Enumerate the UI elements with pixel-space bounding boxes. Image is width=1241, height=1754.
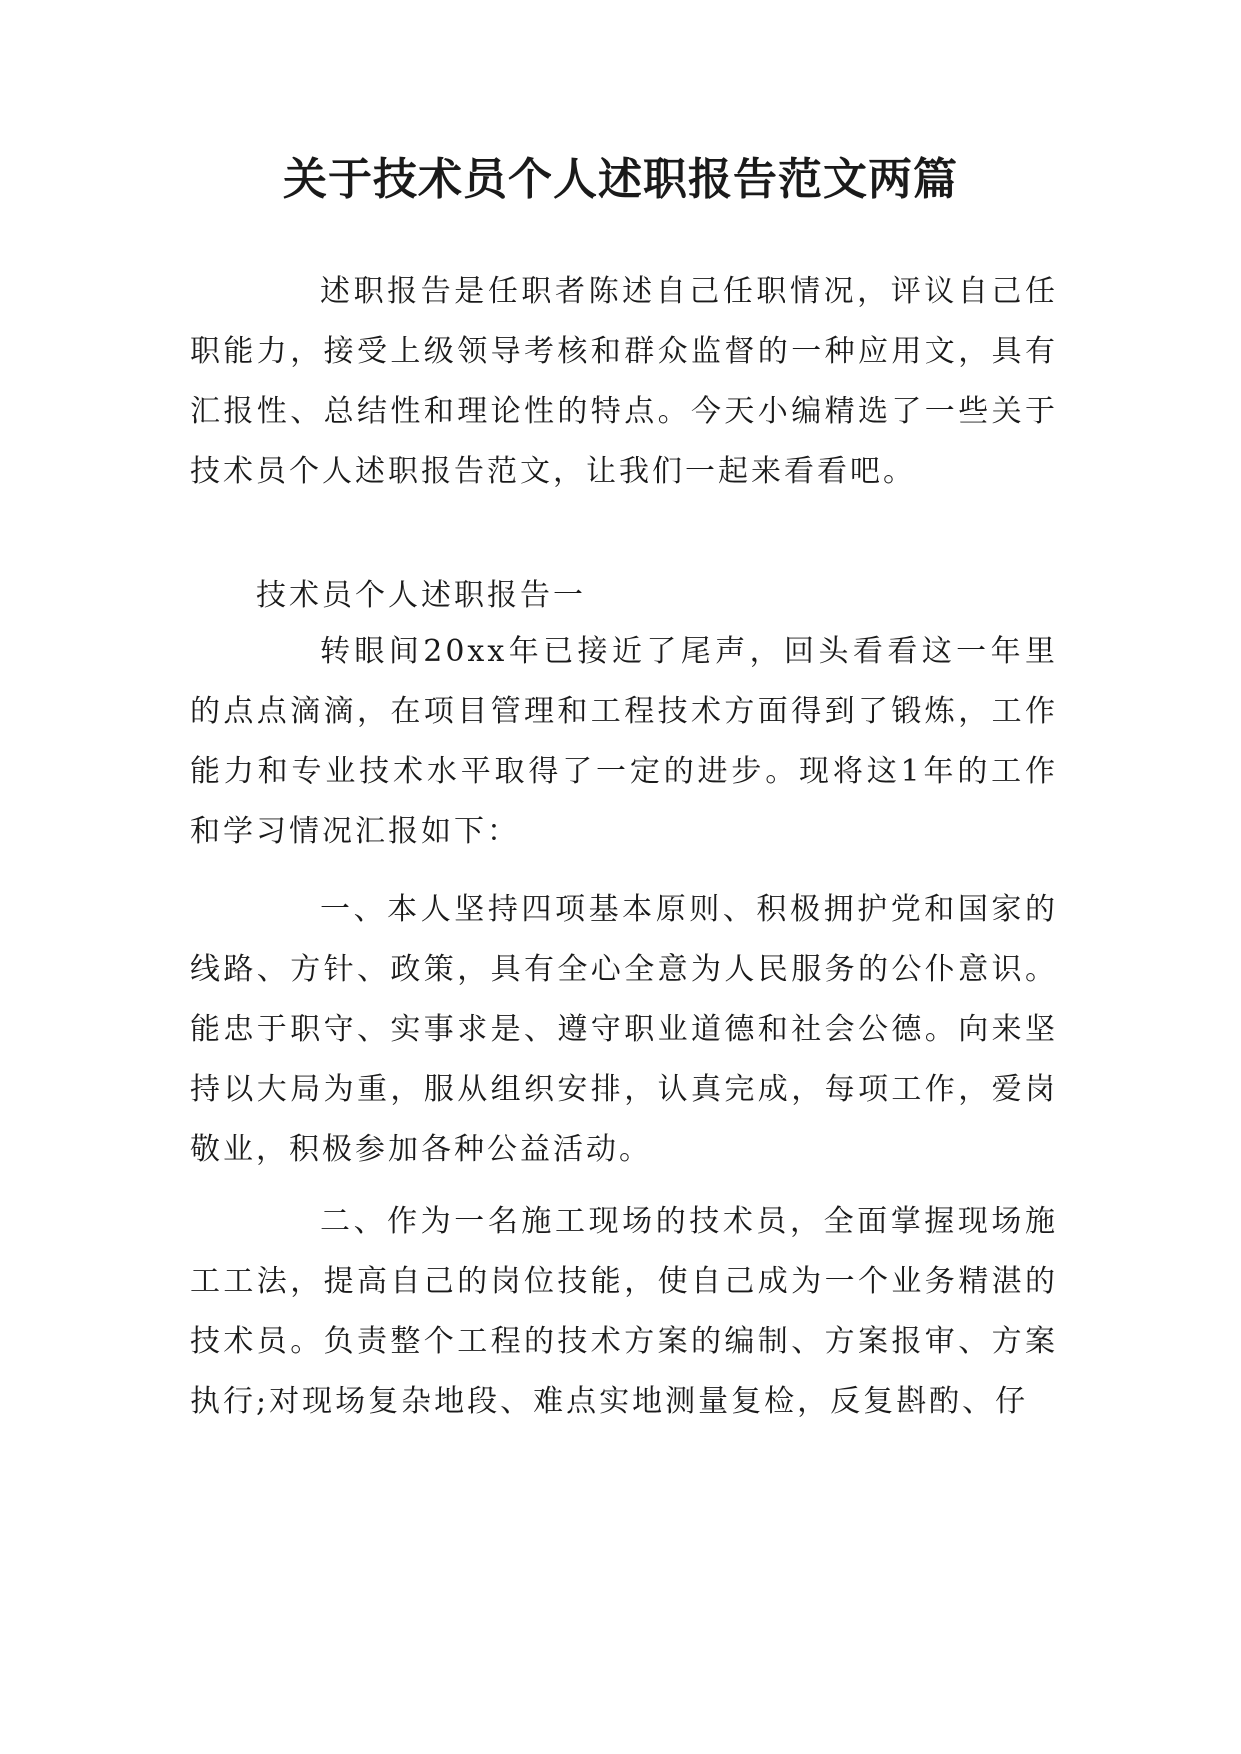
intro-paragraph: 述职报告是任职者陈述自己任职情况，评议自己任职能力，接受上级领导考核和群众监督的一种应用文，具有汇报性、总结性和理论性的特点。今天小编精选了一些关于技术员个人述职报告范文，让我们一起来看看吧。 xyxy=(190,274,1058,489)
body-paragraph-2: 一、本人坚持四项基本原则、积极拥护党和国家的线路、方针、政策，具有全心全意为人民服务的公仆意识。能忠于职守、实事求是、遵守职业道德和社会公德。向来坚持以大局为重，服从组织安排，认真完成，每项工作，爱岗敬业，积极参加各种公益活动。 xyxy=(190,892,1058,1167)
body-paragraph-3: 二、作为一名施工现场的技术员，全面掌握现场施工工法，提高自己的岗位技能，使自己成为一个业务精湛的技术员。负责整个工程的技术方案的编制、方案报审、方案执行;对现场复杂地段、难点实地测量复检，反复斟酌、仔 xyxy=(190,1204,1058,1419)
body-paragraph-1: 转眼间20xx年已接近了尾声，回头看看这一年里的点点滴滴，在项目管理和工程技术方面得到了锻炼，工作能力和专业技术水平取得了一定的进步。现将这1年的工作和学习情况汇报如下： xyxy=(190,634,1058,849)
document-title: 关于技术员个人述职报告范文两篇 xyxy=(283,154,958,205)
section-heading: 技术员个人述职报告一 xyxy=(256,578,586,613)
